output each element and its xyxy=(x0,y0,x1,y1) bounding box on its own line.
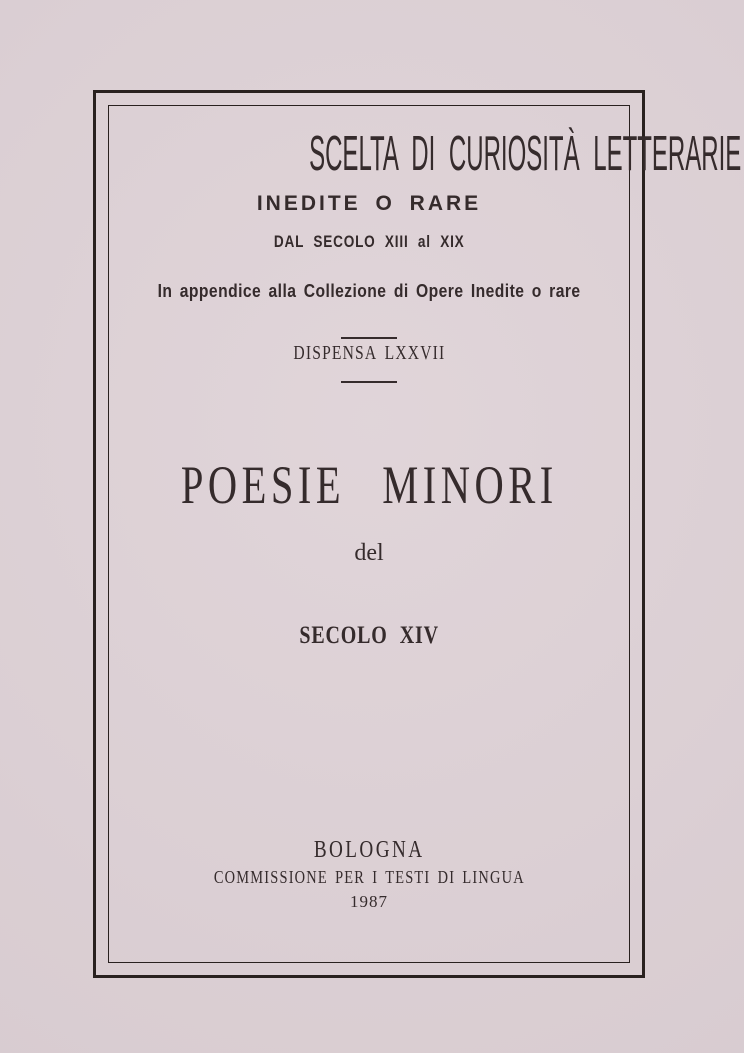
issue-number xyxy=(93,343,645,363)
series-subtitle xyxy=(93,193,645,214)
book-subtitle xyxy=(93,623,645,648)
imprint-year xyxy=(93,893,645,910)
imprint-city xyxy=(93,838,645,862)
appendix-note-text: In appendice alla Collezione di Opere Inedite o rare xyxy=(157,281,581,301)
book-title-text: POESIE MINORI xyxy=(180,455,558,515)
imprint-year-text: 1987 xyxy=(350,892,388,911)
series-title xyxy=(93,126,742,181)
series-subtitle-text: INEDITE O RARE xyxy=(256,192,482,215)
series-title-text: SCELTA DI CURIOSITÀ LETTERARIE xyxy=(309,126,742,181)
imprint-publisher-text: COMMISSIONE PER I TESTI DI LINGUA xyxy=(213,867,525,887)
appendix-note xyxy=(93,282,645,300)
series-range-text: DAL SECOLO XIII al XIX xyxy=(273,232,465,251)
title-connector-text: del xyxy=(354,540,384,566)
issue-rule-below xyxy=(341,381,397,383)
imprint-city-text: BOLOGNA xyxy=(313,837,425,863)
book-subtitle-text: SECOLO XIV xyxy=(299,622,439,649)
issue-number-text: DISPENSA LXXVII xyxy=(293,342,445,364)
title-connector xyxy=(93,541,645,565)
book-title xyxy=(93,455,645,515)
series-range xyxy=(93,233,645,250)
issue-rule-above xyxy=(341,337,397,339)
imprint-publisher xyxy=(93,868,645,886)
